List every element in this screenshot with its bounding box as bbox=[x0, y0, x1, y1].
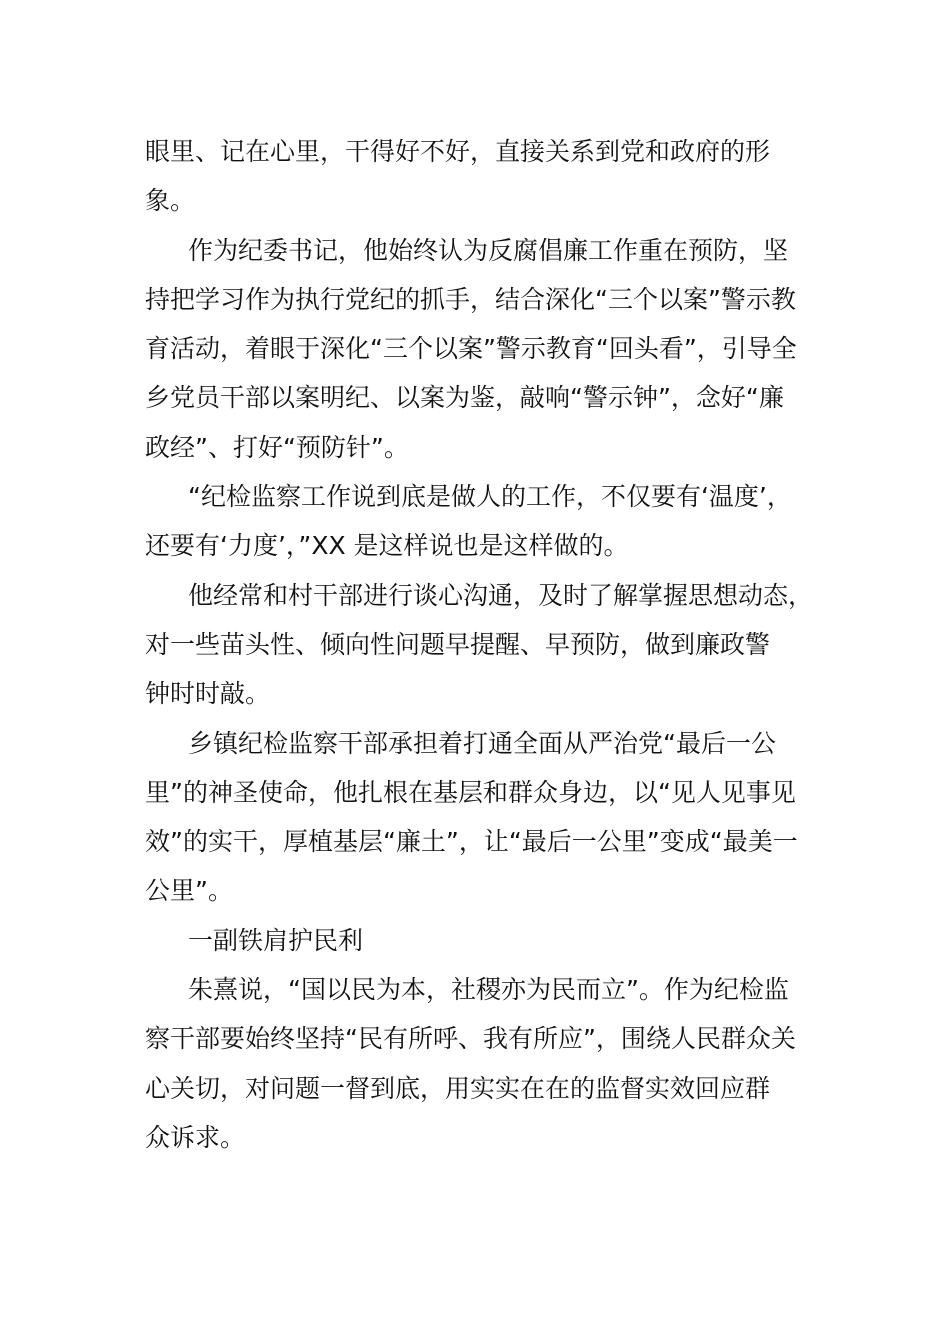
text-line: 里”的神圣使命，他扎根在基层和群众身边，以“见人见事见 bbox=[145, 777, 796, 807]
text-line: 乡党员干部以案明纪、以案为鉴，敲响“警示钟”，念好“廉 bbox=[145, 383, 784, 413]
text-line: 效”的实干，厚植基层“廉土”，让“最后一公里”变成“最美一 bbox=[145, 827, 798, 857]
text-line: 他经常和村干部进行谈心沟通，及时了解掌握思想动态， bbox=[188, 580, 814, 610]
text-line: “纪检监察工作说到底是做人的工作，不仅要有‘温度’， bbox=[188, 482, 792, 512]
text-line: 众诉求。 bbox=[145, 1122, 246, 1152]
text-line: 朱熹说，“国以民为本，社稷亦为民而立”。作为纪检监 bbox=[188, 975, 789, 1005]
text-line: 象。 bbox=[145, 186, 196, 216]
text-line: 公里”。 bbox=[145, 876, 233, 906]
text-line: 眼里、记在心里，干得好不好，直接关系到党和政府的形 bbox=[145, 137, 771, 166]
text-line: 政经”、打好“预防针”。 bbox=[145, 432, 409, 462]
text-line: 育活动，着眼于深化“三个以案”警示教育“回头看”，引导全 bbox=[145, 334, 797, 364]
text-line: 察干部要始终坚持“民有所呼、我有所应”，围绕人民群众关 bbox=[145, 1024, 796, 1054]
text-line: 乡镇纪检监察干部承担着打通全面从严治党“最后一公 bbox=[188, 728, 776, 758]
document-body bbox=[145, 127, 825, 1162]
text-line: 作为纪委书记，他始终认为反腐倡廉工作重在预防，坚 bbox=[188, 235, 789, 265]
text-line: 对一些苗头性、倾向性问题早提醒、早预防，做到廉政警 bbox=[145, 629, 771, 659]
text-line: 钟时时敲。 bbox=[145, 679, 271, 709]
text-line: 心关切，对问题一督到底，用实实在在的监督实效回应群 bbox=[145, 1073, 771, 1103]
text-line: 还要有‘力度’，”XX 是这样说也是这样做的。 bbox=[145, 531, 629, 561]
text-line: 持把学习作为执行党纪的抓手，结合深化“三个以案”警示教 bbox=[145, 284, 796, 314]
section-heading: 一副铁肩护民利 bbox=[188, 925, 364, 955]
